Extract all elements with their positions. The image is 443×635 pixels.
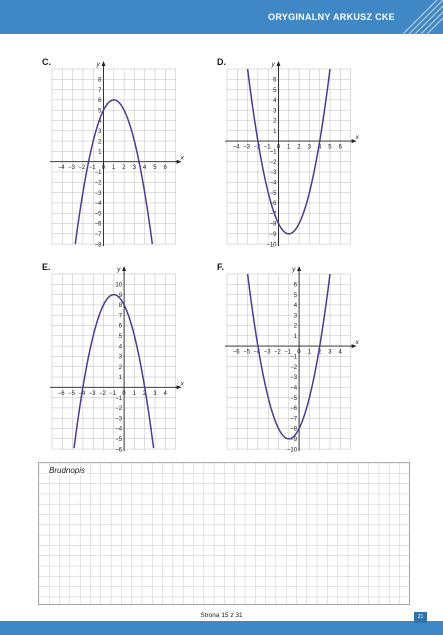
page-number-badge: 21 [414,612,427,623]
y-tick-label: −6 [94,221,102,228]
y-tick-label: −4 [269,180,277,187]
x-tick-label: −2 [99,390,106,397]
x-axis-label: x [355,339,359,347]
x-tick-label: −6 [57,390,65,397]
x-tick-label: 2 [297,144,301,151]
x-tick-label: −1 [284,349,292,356]
x-tick-label: −2 [274,349,281,356]
x-tick-label: −4 [253,349,261,356]
y-tick-label: 5 [293,292,298,299]
y-tick-label: 5 [118,334,123,340]
y-tick-label: −2 [290,364,298,371]
y-tick-label: −2 [269,159,277,166]
y-tick-label: −10 [266,242,277,249]
graph-f-label: F. [217,262,225,272]
y-tick-label: 3 [118,354,123,361]
graph-d-plot [213,57,359,249]
y-tick-label: 2 [273,118,277,125]
y-tick-label: −6 [115,447,123,454]
x-tick-label: 5 [153,165,157,172]
x-tick-label: 2 [317,349,322,356]
y-tick-label: 1 [293,334,298,340]
y-tick-label: −4 [115,426,123,433]
y-tick-label: −2 [94,180,102,187]
x-tick-label: 0 [297,349,301,356]
y-tick-label: 2 [118,364,123,371]
footer-bar [0,621,443,635]
x-tick-label: 3 [132,165,136,172]
graph-c-plot [38,57,184,249]
y-axis-label: y [292,266,296,273]
x-tick-label: 0 [276,144,281,151]
header-title: ORYGINALNY ARKUSZ CKE [268,12,395,22]
y-tick-label: −7 [269,211,277,218]
x-tick-label: 5 [328,144,332,151]
x-axis-label: x [355,134,359,142]
y-tick-label: −1 [269,149,277,156]
y-tick-label: 4 [293,303,298,310]
x-tick-label: 4 [317,144,322,151]
y-tick-label: 4 [118,344,123,351]
x-tick-label: −6 [232,349,240,356]
x-tick-label: 1 [307,349,311,356]
y-tick-label: −7 [290,416,298,423]
x-tick-label: −3 [88,390,96,397]
y-tick-label: 7 [118,313,123,320]
y-tick-label: 3 [293,313,298,320]
x-tick-label: 6 [338,144,342,151]
x-axis-label: x [180,154,184,162]
y-tick-label: −7 [94,232,102,238]
x-tick-label: 2 [142,390,147,397]
y-tick-label: −8 [94,242,102,249]
y-tick-label: −4 [290,385,298,392]
y-tick-label: −5 [115,437,123,443]
x-tick-label: 3 [328,349,332,356]
page-header [0,0,443,34]
y-axis-arrow [297,266,301,271]
y-tick-label: −3 [115,416,123,423]
x-tick-label: −1 [88,165,96,172]
scratch-label: Brudnopis [49,466,86,475]
y-tick-label: 8 [118,303,123,310]
x-tick-label: 1 [132,390,136,397]
y-tick-label: 5 [98,108,102,115]
y-tick-label: 1 [118,375,123,382]
x-tick-label: −3 [243,144,250,151]
y-tick-label: 6 [273,77,277,84]
y-tick-label: −10 [286,447,298,454]
y-tick-label: −8 [269,221,277,228]
x-tick-label: −3 [68,165,75,172]
x-tick-label: 4 [163,390,167,397]
page-footer-text: Strona 15 z 31 [200,612,243,619]
x-tick-label: 1 [112,165,116,172]
x-tick-label: −2 [253,144,261,151]
y-tick-label: 7 [98,87,102,94]
y-tick-label: 9 [118,292,123,299]
x-tick-label: −2 [78,165,86,172]
y-tick-label: −1 [94,170,102,177]
y-tick-label: 6 [98,98,102,105]
x-tick-label: −1 [263,144,271,151]
y-tick-label: 3 [98,129,102,135]
scratch-grid [39,463,409,604]
y-axis-label: y [117,266,121,273]
y-tick-label: −5 [94,211,102,218]
y-tick-label: 1 [98,149,102,156]
graph-e-plot [38,262,184,454]
y-axis-arrow [122,266,126,271]
x-tick-label: 2 [122,165,126,172]
y-tick-label: −1 [290,354,298,361]
y-axis-label: y [271,61,275,68]
y-tick-label: 2 [98,139,102,146]
x-axis-label: x [180,380,184,388]
x-tick-label: 4 [142,165,147,172]
y-tick-label: −9 [269,232,277,238]
x-tick-label: −5 [243,349,250,356]
y-tick-label: 6 [118,323,123,330]
y-tick-label: 8 [98,77,102,84]
y-tick-label: −5 [290,395,298,402]
y-tick-label: −6 [290,406,298,413]
y-axis-arrow [277,61,281,66]
y-tick-label: 5 [273,87,277,94]
y-tick-label: −8 [290,426,298,433]
y-tick-label: 4 [273,98,277,105]
x-tick-label: −3 [263,349,271,356]
y-tick-label: −3 [290,375,298,382]
x-tick-label: 0 [122,390,126,397]
graph-d-label: D. [217,57,226,67]
graph-e-label: E. [42,262,51,272]
scratch-area [38,462,410,605]
graph-c-label: C. [42,57,51,67]
graph-f-plot [213,262,359,454]
y-tick-label: 3 [273,108,277,115]
x-tick-label: −4 [78,390,86,397]
x-tick-label: 3 [153,390,157,397]
y-tick-label: 4 [98,118,102,125]
y-tick-label: −4 [94,201,102,208]
y-tick-label: −1 [115,395,123,402]
x-tick-label: 3 [307,144,311,151]
x-tick-label: −4 [57,165,65,172]
y-axis-arrow [102,61,106,66]
x-tick-label: 4 [338,349,342,356]
x-tick-label: −5 [68,390,75,397]
y-tick-label: −9 [290,437,298,443]
x-tick-label: 1 [287,144,291,151]
header-stripes-decoration [397,0,443,34]
y-tick-label: 2 [293,323,298,330]
y-tick-label: −3 [94,190,102,197]
x-tick-label: 0 [101,165,106,172]
y-tick-label: −6 [269,201,277,208]
y-tick-label: −5 [269,190,277,197]
y-tick-label: −3 [269,170,277,177]
y-tick-label: 10 [115,282,123,289]
x-tick-label: −1 [109,390,117,397]
y-axis-label: y [96,61,100,68]
x-tick-label: −4 [232,144,240,151]
y-tick-label: 1 [273,129,277,135]
x-tick-label: 6 [163,165,167,172]
y-tick-label: 6 [293,282,298,289]
y-tick-label: −2 [115,406,123,413]
